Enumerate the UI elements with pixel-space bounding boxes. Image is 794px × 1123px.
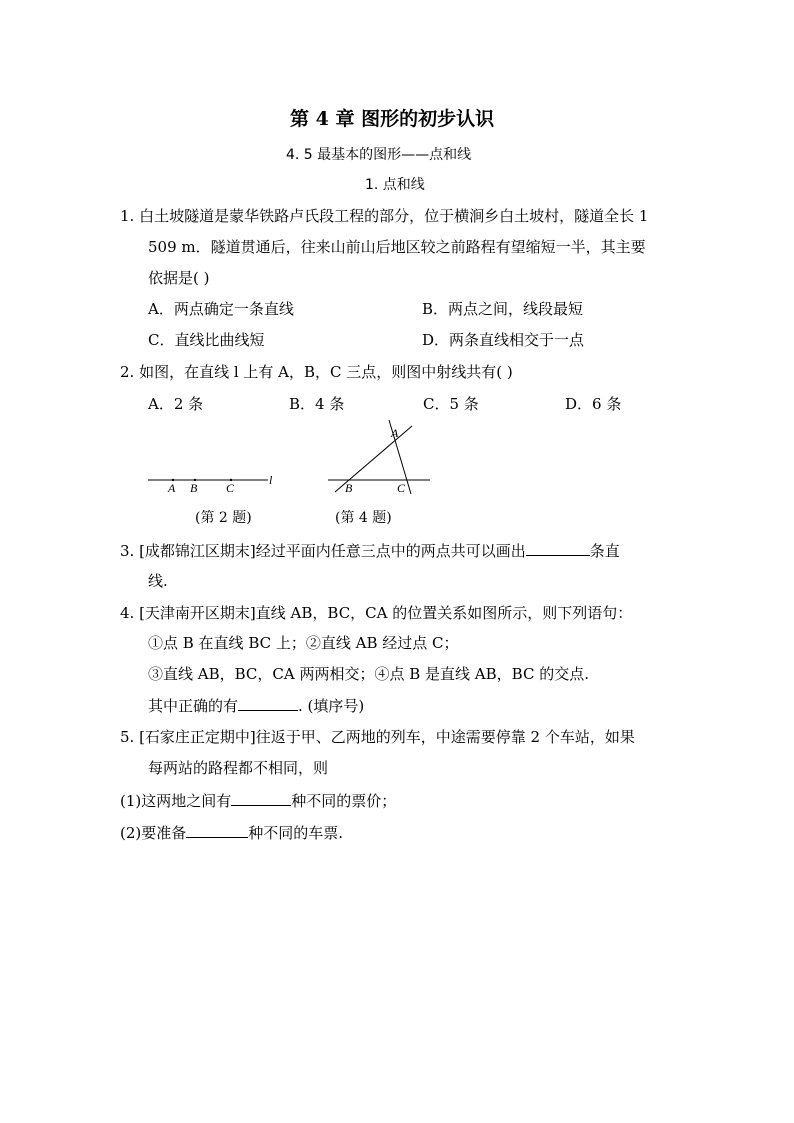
figure-q4 [328, 420, 430, 495]
label-c: C [397, 481, 406, 495]
q3-text-before: 3. [成都锦江区期末]经过平面内任意三点中的两点共可以画出 [120, 542, 526, 560]
q1-line3: 依据是( ) [148, 269, 210, 287]
q5-line1: 5. [石家庄正定期中]往返于甲、乙两地的列车，中途需要停靠 2 个车站，如果 [120, 728, 635, 746]
q1-option-b: B．两点之间，线段最短 [422, 300, 584, 318]
q1-option-d: D．两条直线相交于一点 [422, 331, 585, 349]
q4-text-before: 其中正确的有 [148, 697, 239, 715]
q5-sub2-blank[interactable] [186, 822, 248, 838]
q4-text-after: . (填序号) [298, 697, 365, 715]
q4-answer-blank[interactable] [238, 695, 298, 711]
q5-sub2-before: (2)要准备 [120, 824, 187, 842]
label-b: B [190, 481, 198, 495]
caption-fig4: (第 4 题) [335, 510, 392, 526]
figures [0, 420, 794, 550]
chapter-title: 第 4 章 图形的初步认识 [290, 108, 495, 130]
q5-sub1 [120, 790, 396, 811]
q5-sub2-after: 种不同的车票. [248, 824, 344, 842]
label-b: B [345, 481, 353, 495]
figure-q2 [148, 473, 273, 495]
q2-option-a: A．2 条 [148, 395, 204, 413]
q5-sub2 [120, 822, 343, 843]
q4-line1: 4. [天津南开区期末]直线 AB，BC，CA 的位置关系如图所示，则下列语句： [120, 604, 633, 622]
q2-line1: 2. 如图，在直线 l 上有 A，B，C 三点，则图中射线共有( ) [120, 363, 513, 381]
section-title: 4. 5 最基本的图形——点和线 [286, 147, 472, 163]
q3-line2: 线. [148, 572, 168, 590]
q4-line4 [148, 695, 364, 716]
q3-text-after: 条直 [589, 542, 620, 560]
q5-sub1-after: 种不同的票价； [291, 792, 397, 810]
q1-option-a: A．两点确定一条直线 [148, 300, 294, 318]
q3-answer-blank[interactable] [526, 540, 590, 556]
caption-fig2: (第 2 题) [195, 510, 252, 526]
q2-option-c: C．5 条 [423, 395, 479, 413]
q2-option-d: D．6 条 [565, 395, 622, 413]
q1-line1: 1. 白土坡隧道是蒙华铁路卢氏段工程的部分，位于横涧乡白土坡村，隧道全长 1 [120, 207, 649, 225]
label-c: C [226, 481, 235, 495]
q4-line2: ①点 B 在直线 BC 上；②直线 AB 经过点 C； [148, 634, 459, 652]
label-l: l [269, 473, 273, 487]
q5-sub1-before: (1)这两地之间有 [120, 792, 232, 810]
label-a: A [168, 481, 176, 495]
q3-line1 [120, 540, 620, 561]
q1-line2: 509 m．隧道贯通后，往来山前山后地区较之前路程有望缩短一半，其主要 [148, 238, 646, 256]
subsection-title: 1. 点和线 [365, 177, 425, 193]
q2-option-b: B．4 条 [289, 395, 345, 413]
q1-option-c: C．直线比曲线短 [148, 331, 265, 349]
q5-sub1-blank[interactable] [231, 790, 291, 806]
label-a: A [391, 426, 399, 440]
q4-line3: ③直线 AB，BC，CA 两两相交；④点 B 是直线 AB，BC 的交点. [148, 665, 589, 683]
q5-line2: 每两站的路程都不相同，则 [148, 759, 329, 777]
